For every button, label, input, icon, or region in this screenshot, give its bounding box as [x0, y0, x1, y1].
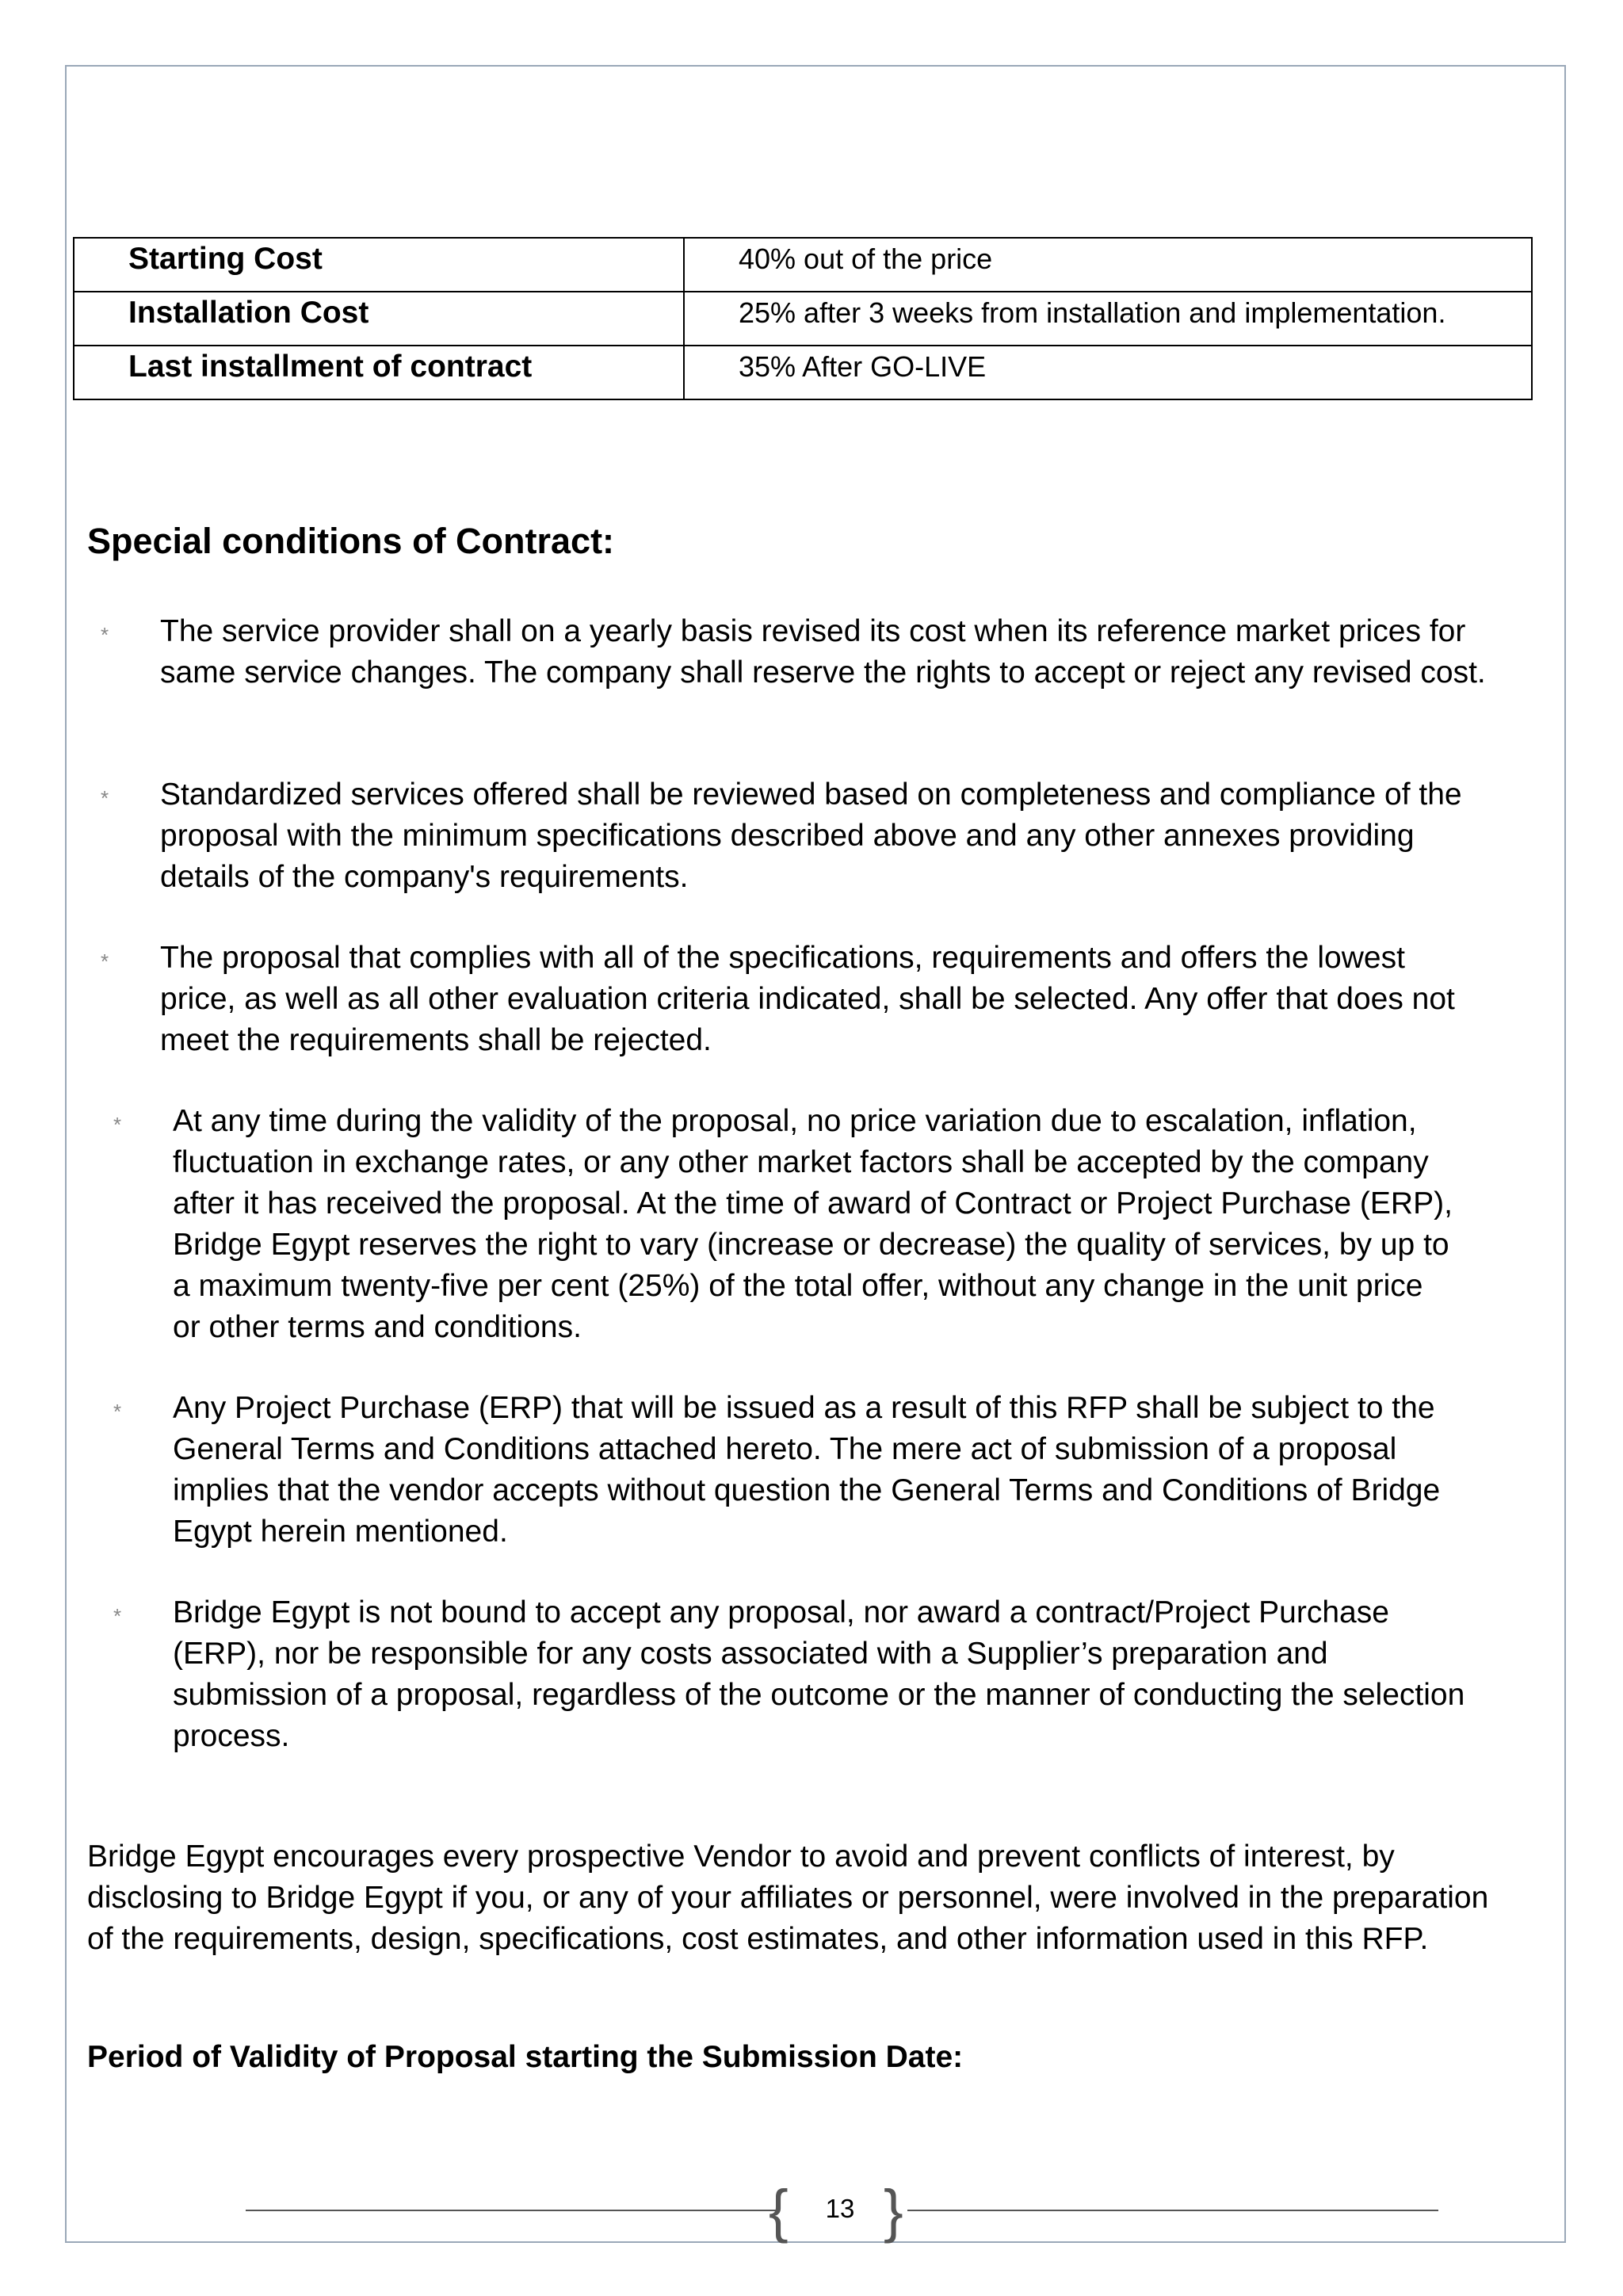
payment-term-label: Starting Cost [74, 238, 684, 292]
payment-term-value: 25% after 3 weeks from installation and implementation. [684, 292, 1532, 346]
footer-brace-left: { [769, 2178, 789, 2244]
payment-term-value: 40% out of the price [684, 238, 1532, 292]
bullet-icon: * [113, 1400, 122, 1423]
list-item [101, 938, 1460, 1061]
list-item [101, 774, 1491, 898]
payment-terms-table [73, 237, 1533, 400]
bullet-icon: * [113, 1604, 122, 1628]
list-item [113, 1101, 1457, 1348]
table-row [74, 238, 1532, 292]
list-item-text: Any Project Purchase (ERP) that will be issued as a result of this RFP shall be subject to the General Terms and Conditions attached hereto. The mere act of submission of a proposal implies that the vendor accepts without question the General Terms and Conditions of Bridge Egypt herein mentioned. [173, 1391, 1441, 1549]
table-row [74, 346, 1532, 399]
bullet-icon: * [101, 949, 109, 973]
section-heading: Special conditions of Contract: [87, 521, 615, 561]
list-item [113, 1592, 1480, 1757]
payment-term-value: 35% After GO-LIVE [684, 346, 1532, 399]
list-item-text: Bridge Egypt is not bound to accept any proposal, nor award a contract/Project Purchase (ERP), nor be responsible for any costs associated with a Supplier’s preparation and submission of a proposal, regardless of the outcome or the manner of conducting the selection process. [173, 1595, 1465, 1753]
page-number: 13 [825, 2194, 855, 2223]
table-row [74, 292, 1532, 346]
list-item [101, 611, 1491, 693]
list-item-text: The proposal that complies with all of the specifications, requirements and offers the lowest price, as well as all other evaluation criteria indicated, shall be selected. Any offer that does not meet the requirements shall be rejected. [160, 941, 1455, 1057]
bullet-icon: * [113, 1113, 122, 1137]
list-item-text: Standardized services offered shall be reviewed based on completeness and compliance of the proposal with the minimum specifications described above and any other annexes providing details of the company's requirements. [160, 777, 1462, 894]
footer-divider-right [907, 2210, 1438, 2211]
payment-term-label: Installation Cost [74, 292, 684, 346]
list-item-text: The service provider shall on a yearly basis revised its cost when its reference market prices for same service changes. The company shall reserve the rights to accept or reject any revised cost. [160, 614, 1486, 690]
footer-divider-left [246, 2210, 777, 2211]
list-item [113, 1388, 1480, 1553]
bullet-icon: * [101, 623, 109, 647]
payment-term-label: Last installment of contract [74, 346, 684, 399]
footer-brace-right: } [884, 2178, 903, 2244]
conflict-of-interest-paragraph: Bridge Egypt encourages every prospective Vendor to avoid and prevent conflicts of interest, by disclosing to Bridge Egypt if you, or any of your affiliates or personnel, were involved in the preparation of the requirements, design, specifications, cost estimates, and other information used in this RFP. [87, 1839, 1489, 1956]
list-item-text: At any time during the validity of the proposal, no price variation due to escalation, inflation, fluctuation in exchange rates, or any other market factors shall be accepted by the company after it has received the proposal. At the time of award of Contract or Project Purchase (ERP), Bridge Egypt reserves the right to vary (increase or decrease) the quality of services, by up to a maximum twenty-five per cent (25%) of the total offer, without any change in the unit price or other terms and conditions. [173, 1104, 1453, 1344]
validity-period-heading: Period of Validity of Proposal starting the Submission Date: [87, 2040, 964, 2074]
bullet-icon: * [101, 786, 109, 810]
